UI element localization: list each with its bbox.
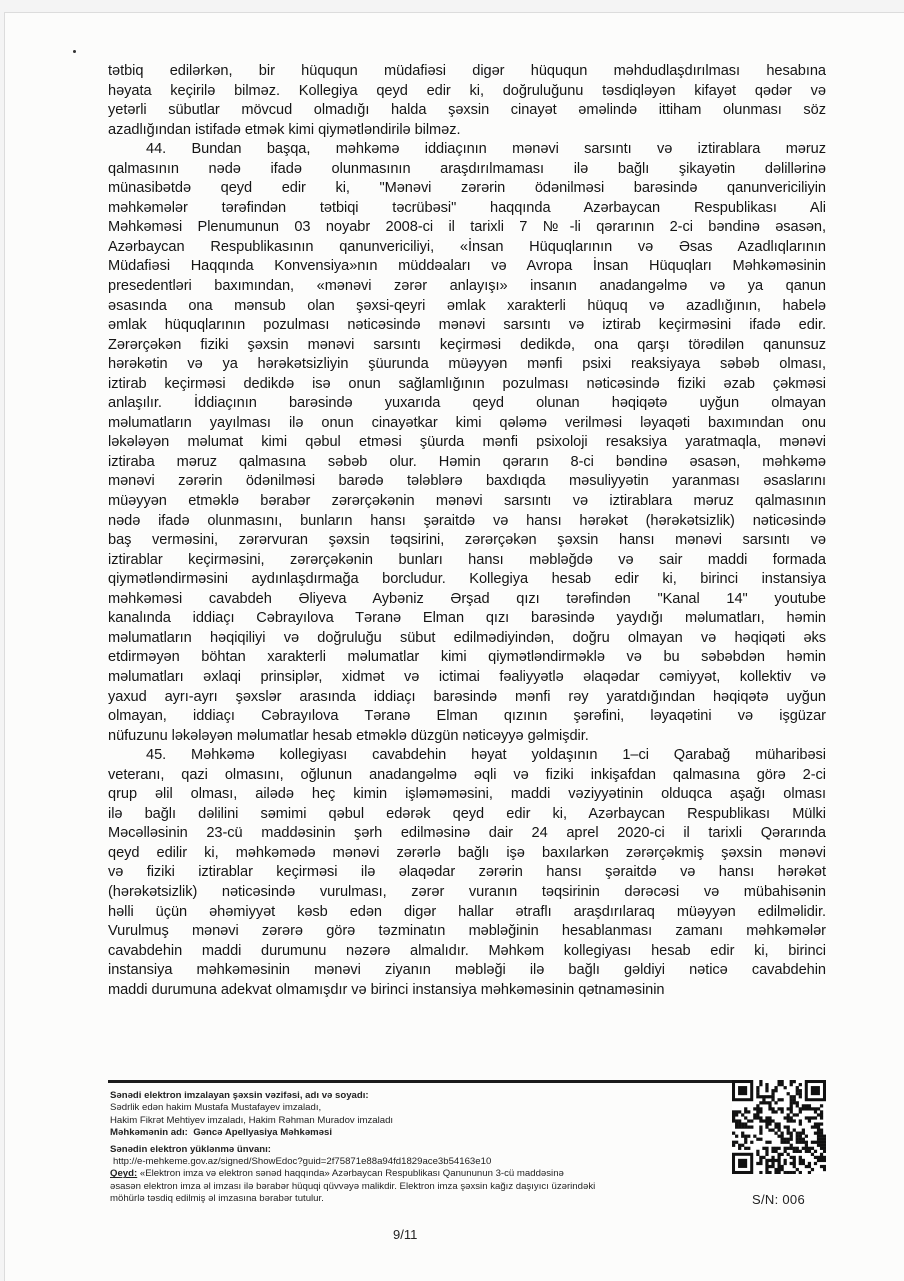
note-row [110,1168,710,1180]
text-line: həyata keçirilə bilməz. Kollegiya qeyd edir ki, doğruluğunu təsdiqləyən kifayət qədər və [108,82,826,99]
text-line: etdirməyən böhtan xarakterli məlumatlar kimi qiymətləndirməklə və bu səbəbdən həmin [108,649,826,666]
note-text: əsasən elektron imza əl imzası ilə bərabər hüquqi qüvvəyə malikdir. Elektron imza şəxsin kağız daşıyıcı üzərindəki [110,1180,596,1192]
signer-heading: Sənədi elektron imzalayan şəxsin vəzifəsi, adı və soyadı: [110,1090,369,1101]
text-line: olmayan, iddiaçı Cəbrayılova Təranə Elman qızının şərəfini, ləyaqətini və işgüzar [108,708,826,725]
note-text: «Elektron imza və elektron sənəd haqqında» Azərbaycan Respublikası Qanununun 3-cü maddəsinə [137,1168,564,1180]
text-line: ləkələyən məlumat kimi qəbul etməsi şüurda mənfi psixoloji resaksiya yaratmaqla, mənəvi [108,434,826,451]
court-name: Gəncə Apellyasiya Məhkəməsi [193,1127,333,1139]
qr-code [732,1080,826,1174]
scan-speck [73,50,76,53]
text-line: iztiraba məruz qalmasına səbəb olur. Həmin qərarın 8-ci bəndinə əsasən, məhkəmə [108,453,826,470]
text-line: anlaşılır. İddiaçının barəsində yuxarıda qeyd olunan həqiqətə uyğun olmayan [108,395,826,412]
note-text: möhürlə təsdiq edilmiş əl imzasına bərabər tutulur. [110,1193,324,1205]
text-line: əsasında ona mənsub olan şəxsi-qeyri əmlak xarakterli hüquq və azadlığının, habelə [108,297,826,314]
text-line: nədə ifadə olunmasını, bunların hansı şəraitdə və hansı hərəkət (hərəkətsizlik) nəticəsində [108,512,826,529]
text-line: nüfuzunu ləkələyən məlumatlar hesab etməklə düzgün nəticəyyə gəlmişdir. [108,727,589,744]
note-label: Qeyd: [110,1168,138,1180]
text-line: veteranı, qazi olmasını, oğlunun anadangəlmə əqli və fiziki inkişafdan qalmasına görə 2-ci [108,766,826,783]
text-line: presedentləri baxımından, «mənəvi zərər anlayışı» insanın anadangəlmə və ya qanun [108,278,826,295]
upload-heading: Sənədin elektron yüklənmə ünvanı: [110,1143,272,1155]
document-body [108,62,826,1000]
text-line: Zərərçəkən fiziki şəxsin mənəvi sarsıntı keçirməsi dedikdə, ona qarşı törədilən qanunsuz [108,336,826,353]
signer-line: Sədrlik edən hakim Mustafa Mustafayev imzaladı, [110,1102,322,1114]
text-line: cavabdehin maddi durumunu nəzərə almalıdır. Məhkəm kollegiyası hesab edir ki, birinci [108,942,826,959]
text-line: məlumatları əxlaqi prinsiplər, xidmət və ictimai fəaliyyətlə əlaqədar cəmiyyət, kollektiv və [108,668,826,685]
text-line: 45. Məhkəmə kollegiyası cavabdehin həyat yoldaşının 1–ci Qarabağ müharibəsi [146,747,826,764]
text-line: Məhkəməsi Plenumunun 03 noyabr 2008-ci il tarixli 7 №-li qərarının 2-ci bəndinə əsasən, [108,219,826,236]
text-line: həlli üçün əhəmiyyət kəsb edən digər hallar ətraflı araşdırılaraq müəyyən edilməlidir. [108,903,826,920]
text-line: qeyd edilir ki, məhkəmədə mənəvi zərərlə bağlı işə baxılarkən zərərçəkmiş şəxsin mənəvi [108,844,826,861]
text-line: iztirab keçirməsi dedikdə isə onun sağlamlığının pozulması nəticəsində fiziki əzab çəkməsi [108,375,826,392]
page-number: 9/11 [393,1227,418,1242]
text-line: tətbiq edilərkən, bir hüququn müdafiəsi digər hüququn məhdudlaşdırılması hesabına [108,63,826,79]
qr-code-icon [732,1080,826,1174]
text-line: yaxud ayrı-ayrı şəxslər arasında iddiaçı barəsində mənfi rəy yaratdığından həqiqətə uyğun [108,688,826,705]
text-line: müəyyən etməklə bərabər zərərçəkənin mənəvi sarsıntı və iztirablara məruz qalmasının [108,493,826,510]
text-line: qrup əlil olması, ailədə heç kimin işləməməsini, maddi vəziyyətinin olduqca aşağı olması [108,786,826,803]
text-line: baş verməsini, zərərvuran şəxsin təqsirini, zərərçəkən şəxsin hansı mənəvi sarsıntı və [108,532,826,549]
text-line: Azərbaycan Respublikasının qanunvericiliyi, «İnsan Hüquqlarının və Əsas Azadlıqlarının [108,238,826,255]
text-line: qalmasının nədə ifadə olunmasının araşdırılmaması ilə bağlı şikayətin dəlillərinə [108,160,826,177]
signature-footer [110,1090,710,1206]
text-line: 44. Bundan başqa, məhkəmə iddiaçının mənəvi sarsıntı və iztirablara məruz [146,141,826,158]
text-line: əmlak hüquqlarının pozulması nəticəsində mənəvi sarsıntı və iztirab keçirməsini ifadə edir. [108,317,826,334]
court-name-row [110,1127,710,1139]
text-line: maddi durumuna adekvat olmamışdır və birinci instansiya məhkəməsinin qətnaməsinin [108,981,665,998]
text-line: məhkəmələr tərəfindən tətbiqi təcrübəsi" haqqında Azərbaycan Respublikası Ali [108,199,826,216]
signer-line: Hakim Fikrət Mehtiyev imzaladı, Hakim Rəhman Muradov imzaladı [110,1114,394,1126]
text-line: azadlığından istifadə etmək kimi qiymətləndirilə bilməz. [108,121,461,138]
text-line: ilə bağlı dəlilini səmimi qəbul edərək qeyd edir ki, Azərbaycan Respublikası Mülki [108,805,826,822]
footer-divider [108,1080,826,1083]
text-line: münasibətdə qeyd edir ki, "Mənəvi zərərin ödənilməsi barəsində qanunvericiliyin [108,180,826,197]
text-line: kanalında iddiaçı Cəbrayılova Təranə Elman qızı barəsində yaydığı məlumatları, həmin [108,610,826,627]
upload-url-link[interactable]: http://e-mehkeme.gov.az/signed/ShowEdoc?guid=2f75871e88a94fd1829ace3b54163e10 [113,1156,492,1168]
text-line: Vurulmuş mənəvi zərərə görə təzminatın məbləğinin hesablanması zamanı məhkəmələr [108,923,826,940]
text-line: mənəvi zərərin ödənilməsi barədə tələblərə baxdıqda məsuliyyətin yaranması əsaslarını [108,473,826,490]
text-line: Müdafiəsi Haqqında Konvensiya»nın müddəaları və Avropa İnsan Hüquqları Məhkəməsinin [108,258,826,275]
text-line: və fiziki iztirablar keçirməsi ilə əlaqədar zərərin hansı şəraitdə və hansı hərəkət [108,864,826,881]
text-line: məlumatların həqiqiliyi və doğruluğu sübut edilmədiyindən, doğru olmayan və həqiqəti əks [108,629,826,646]
text-line: qiymətləndirməsini aydınlaşdırmağa borcludur. Kollegiya hesab edir ki, birinci instansiya [108,571,826,588]
text-line: hərəkətin və ya hərəkətsizliyin şüurunda müəyyən mənfi psixi reaksiyaya səbəb olması, [108,356,826,373]
text-line: məhkəməsi cavabdeh Əliyeva Aybəniz Ərşad qızı tərəfindən "Kanal 14" youtube [108,590,826,607]
text-line: (hərəkətsizlik) nəticəsində vurulması, zərər vuranın təqsirinin dərəcəsi və mübahisənin [108,883,826,900]
text-line: instansiya məhkəməsinin mənəvi ziyanın məbləği ilə bağlı gəldiyi nəticə cavabdehin [108,962,826,979]
serial-number: S/N: 006 [752,1192,805,1207]
court-label: Məhkəmənin adı: [110,1127,188,1139]
text-line: məlumatların yayılması ilə onun cinayətkar kimi qələmə verilməsi ləyaqəti baxımından onu [108,414,826,431]
text-line: iztirablar keçirməsini, zərərçəkənin bunları hansı məbləğdə və sair maddi formada [108,551,826,568]
text-line: yetərli sübutlar mövcud olmadığı halda şəxsin cinayət əməlində ittiham olunması söz [108,102,826,119]
text-line: Məcəlləsinin 23-cü maddəsinin şərh edilməsinə dair 24 aprel 2020-ci il tarixli Qərarında [108,825,826,842]
